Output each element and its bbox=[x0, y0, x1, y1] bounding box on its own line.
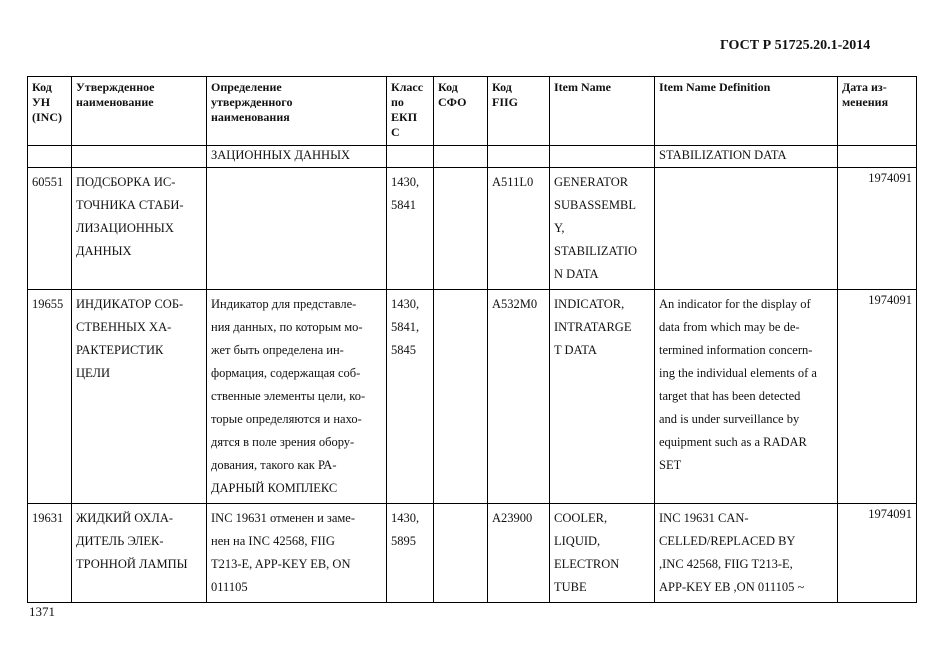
row-fiig: A23900 bbox=[488, 504, 550, 603]
row-sfo bbox=[434, 168, 488, 290]
row-fiig: A532M0 bbox=[488, 290, 550, 504]
row-change-date: 1974091 bbox=[838, 290, 917, 504]
row-definition: INC 19631 отменен и заме- нен на INC 42568, FIIG T213-E, APP-KEY EB, ON 011105 bbox=[207, 504, 387, 603]
row-fiig: A511L0 bbox=[488, 168, 550, 290]
header-change-date: Дата из- менения bbox=[838, 77, 917, 146]
header-fiig: Код FIIG bbox=[488, 77, 550, 146]
row-change-date: 1974091 bbox=[838, 504, 917, 603]
row-item-definition: INC 19631 CAN- CELLED/REPLACED BY ,INC 42568, FIIG T213-E, APP-KEY EB ,ON 011105 ~ bbox=[655, 504, 838, 603]
standard-number: ГОСТ Р 51725.20.1-2014 bbox=[720, 38, 871, 53]
row-inc: 60551 bbox=[28, 168, 72, 290]
header-inc: Код УН (INC) bbox=[28, 77, 72, 146]
row-approved-name: ЖИДКИЙ ОХЛА- ДИТЕЛЬ ЭЛЕК- ТРОННОЙ ЛАМПЫ bbox=[72, 504, 207, 603]
row-inc: 19655 bbox=[28, 290, 72, 504]
header-item-name-definition: Item Name Definition bbox=[655, 77, 838, 146]
header-class: Класс по ЕКП С bbox=[387, 77, 434, 146]
row-item-name: INDICATOR, INTRATARGE T DATA bbox=[550, 290, 655, 504]
row-approved-name: ИНДИКАТОР СОБ- СТВЕННЫХ ХА- РАКТЕРИСТИК ЦЕЛИ bbox=[72, 290, 207, 504]
header-sfo: Код СФО bbox=[434, 77, 488, 146]
row-class: 1430, 5841, 5845 bbox=[387, 290, 434, 504]
page-number: 1371 bbox=[29, 604, 55, 619]
header-item-name: Item Name bbox=[550, 77, 655, 146]
continuation-definition: ЗАЦИОННЫХ ДАННЫХ bbox=[207, 146, 387, 168]
row-item-name: COOLER, LIQUID, ELECTRON TUBE bbox=[550, 504, 655, 603]
header-approved-name: Утвержденное наименование bbox=[72, 77, 207, 146]
row-item-definition: An indicator for the display of data from which may be de- termined information concern- ing the individual elements of a target that has been detected and is under surveillance by equipment such as a RADAR SET bbox=[655, 290, 838, 504]
row-sfo bbox=[434, 290, 488, 504]
row-definition: Индикатор для представле- ния данных, по которым мо- жет быть определена ин- формация, содержащая соб- ственные элементы цели, ко- торые определяются и нахо- дятся в поле зрения обору- дования, такого как РА- ДАРНЫЙ КОМПЛЕКС bbox=[207, 290, 387, 504]
continuation-item-definition: STABILIZATION DATA bbox=[655, 146, 838, 168]
row-change-date: 1974091 bbox=[838, 168, 917, 290]
header-definition: Определение утвержденного наименования bbox=[207, 77, 387, 146]
table-row bbox=[28, 290, 917, 504]
row-definition bbox=[207, 168, 387, 290]
table-header-row bbox=[28, 77, 917, 146]
data-table bbox=[27, 76, 917, 603]
row-sfo bbox=[434, 504, 488, 603]
row-item-name: GENERATOR SUBASSEMBL Y, STABILIZATIO N DATA bbox=[550, 168, 655, 290]
row-class: 1430, 5841 bbox=[387, 168, 434, 290]
row-class: 1430, 5895 bbox=[387, 504, 434, 603]
row-inc: 19631 bbox=[28, 504, 72, 603]
table-row bbox=[28, 504, 917, 603]
row-approved-name: ПОДСБОРКА ИС- ТОЧНИКА СТАБИ- ЛИЗАЦИОННЫХ ДАННЫХ bbox=[72, 168, 207, 290]
table-row bbox=[28, 168, 917, 290]
row-item-definition bbox=[655, 168, 838, 290]
continuation-row bbox=[28, 146, 917, 168]
